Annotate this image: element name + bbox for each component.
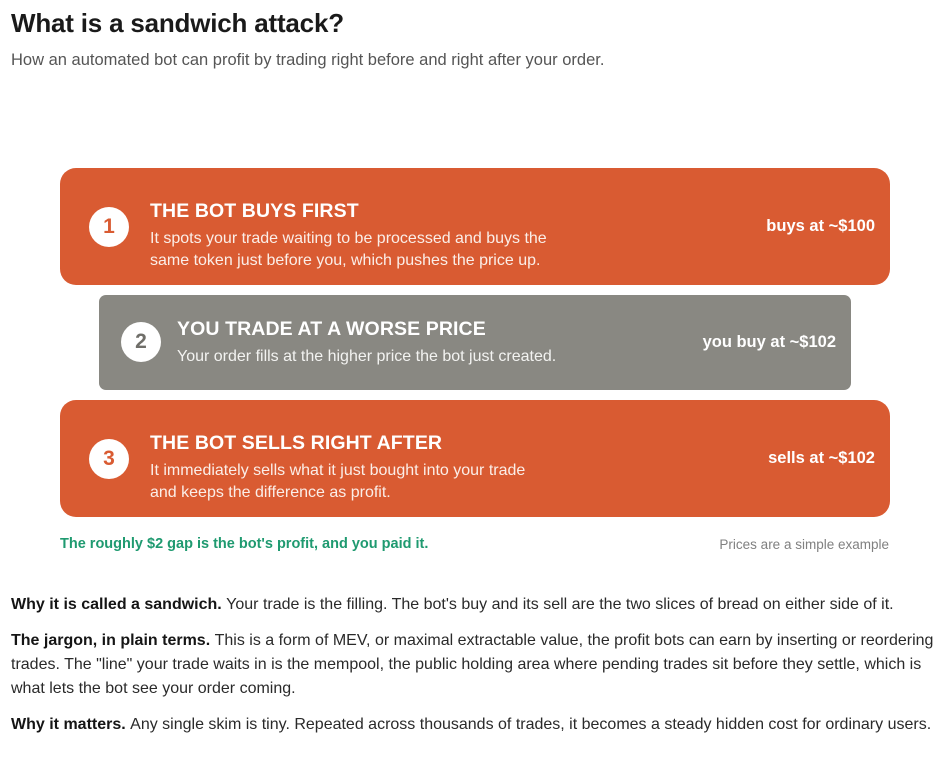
step-card-bot-buys [60, 168, 890, 285]
explanation-jargon [11, 629, 941, 701]
step-number-badge: 2 [121, 322, 161, 362]
step-heading: YOU TRADE AT A WORSE PRICE [177, 318, 486, 340]
explanation-lead: Why it is called a sandwich. [11, 596, 227, 613]
explanation-text: Your trade is the filling. The bot's buy and its sell are the two slices of bread on either side of it. [226, 596, 894, 613]
step-price: buys at ~$100 [766, 217, 875, 235]
step-description-line: It immediately sells what it just bought into your trade [150, 462, 526, 479]
example-note: Prices are a simple example [719, 537, 889, 552]
step-heading: THE BOT BUYS FIRST [150, 200, 359, 222]
page-subtitle: How an automated bot can profit by trading right before and right after your order. [11, 51, 605, 69]
profit-note: The roughly $2 gap is the bot's profit, and you paid it. [60, 536, 429, 552]
step-description [150, 228, 547, 272]
explanation-lead: Why it matters. [11, 716, 131, 733]
step-description-line: same token just before you, which pushes the price up. [150, 252, 541, 269]
step-description [177, 346, 556, 368]
step-number-badge: 3 [89, 439, 129, 479]
step-card-bot-sells [60, 400, 890, 517]
step-description-line: Your order fills at the higher price the bot just created. [177, 348, 557, 365]
step-price: sells at ~$102 [768, 449, 875, 467]
explanation-text: Any single skim is tiny. Repeated across thousands of trades, it becomes a steady hidden cost for ordinary users. [130, 716, 932, 733]
step-price: you buy at ~$102 [702, 333, 836, 351]
explanation-text: This is a form of MEV, or maximal extractable value, the profit bots can earn by inserting or reordering trades. The "line" your trade waits in is the mempool, the public holding area where pending trades sit before they settle, which is what lets the bot see your order coming. [11, 632, 934, 697]
step-description-line: It spots your trade waiting to be processed and buys the [150, 230, 547, 247]
step-number-badge: 1 [89, 207, 129, 247]
step-description [150, 460, 525, 504]
step-description-line: and keeps the difference as profit. [150, 484, 391, 501]
page-title: What is a sandwich attack? [11, 8, 344, 38]
step-card-you-trade [99, 295, 851, 390]
explanation-lead: The jargon, in plain terms. [11, 632, 215, 649]
explanation-why-it-matters [11, 713, 941, 737]
step-heading: THE BOT SELLS RIGHT AFTER [150, 432, 443, 454]
explanation-sandwich [11, 593, 941, 617]
